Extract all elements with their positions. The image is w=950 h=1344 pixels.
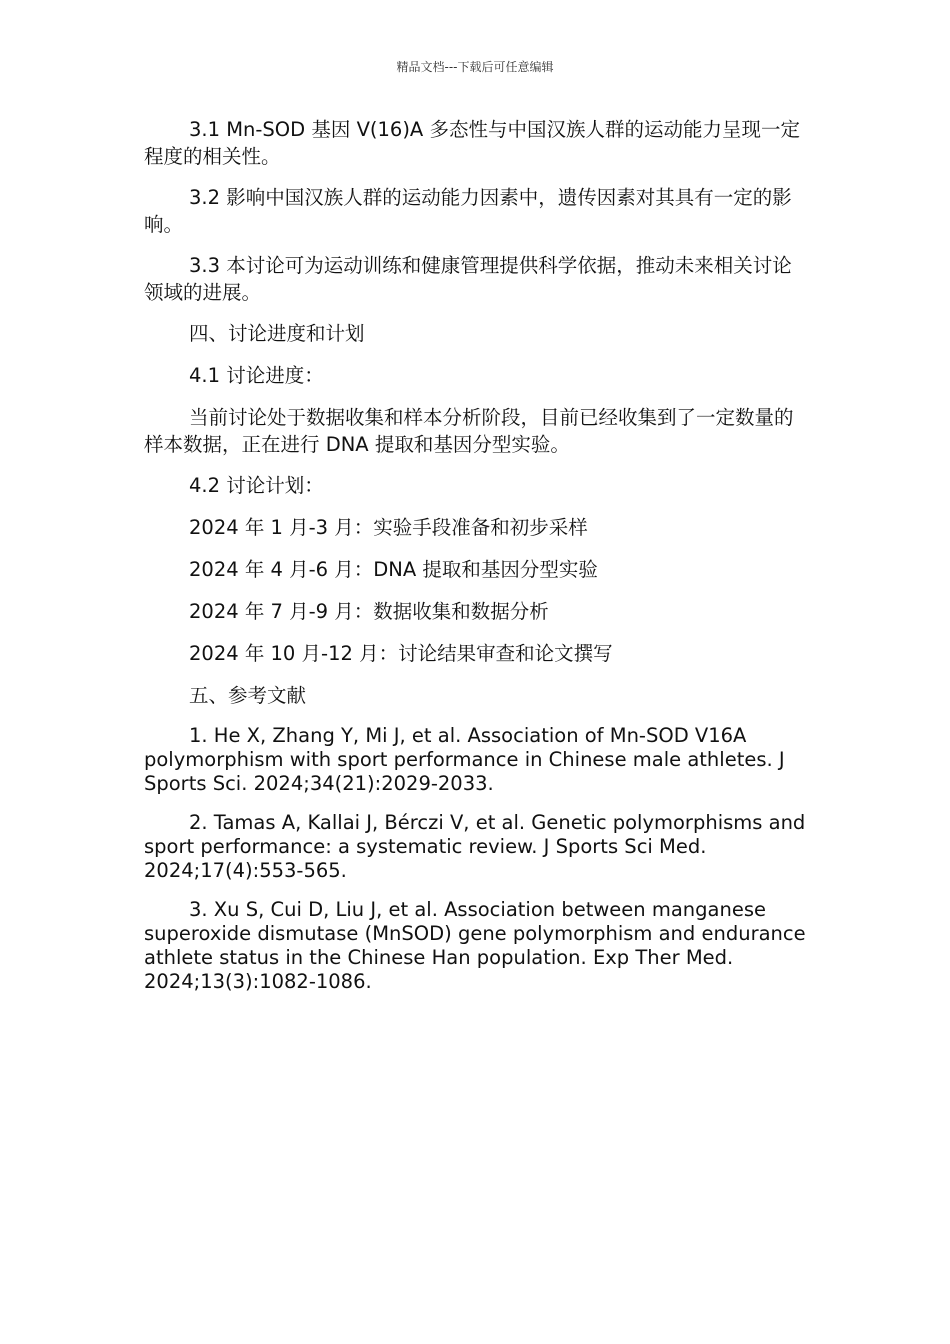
conclusion-3-1: 3.1 Mn-SOD 基因 V(16)A 多态性与中国汉族人群的运动能力呈现一定程度的相关性。 — [144, 118, 800, 168]
plan-item: 2024 年 1 月-3 月：实验手段准备和初步采样 — [189, 516, 588, 539]
plan-item: 2024 年 4 月-6 月：DNA 提取和基因分型实验 — [189, 558, 598, 581]
reference-item: 3. Xu S, Cui D, Liu J, et al. Association between manganese superoxide dismutase (MnSOD) gene polymorphism and endurance athlete status in the Chinese Han population. Exp Ther Med. 2024;13(3):1082-1086. — [144, 898, 806, 993]
conclusion-3-2: 3.2 影响中国汉族人群的运动能力因素中，遗传因素对其具有一定的影响。 — [144, 186, 792, 236]
subheading-progress: 4.1 讨论进度： — [189, 364, 324, 387]
progress-text: 当前讨论处于数据收集和样本分析阶段，目前已经收集到了一定数量的样本数据，正在进行 DNA 提取和基因分型实验。 — [144, 406, 794, 456]
page-header: 精品文档---下载后可任意编辑 — [396, 60, 554, 74]
plan-item: 2024 年 10 月-12 月：讨论结果审查和论文撰写 — [189, 642, 613, 665]
document-body — [144, 116, 806, 1009]
plan-item: 2024 年 7 月-9 月：数据收集和数据分析 — [189, 600, 549, 623]
conclusion-3-3: 3.3 本讨论可为运动训练和健康管理提供科学依据，推动未来相关讨论领域的进展。 — [144, 254, 792, 304]
subheading-plan: 4.2 讨论计划： — [189, 474, 324, 497]
section-heading-references: 五、参考文献 — [189, 684, 307, 707]
reference-item: 2. Tamas A, Kallai J, Bérczi V, et al. Genetic polymorphisms and sport performance: a systematic review. J Sports Sci Med. 2024;17(4):553-565. — [144, 811, 806, 882]
section-heading-progress: 四、讨论进度和计划 — [189, 322, 365, 345]
reference-item: 1. He X, Zhang Y, Mi J, et al. Association of Mn-SOD V16A polymorphism with sport performance in Chinese male athletes. J Sports Sci. 2024;34(21):2029-2033. — [144, 724, 785, 795]
